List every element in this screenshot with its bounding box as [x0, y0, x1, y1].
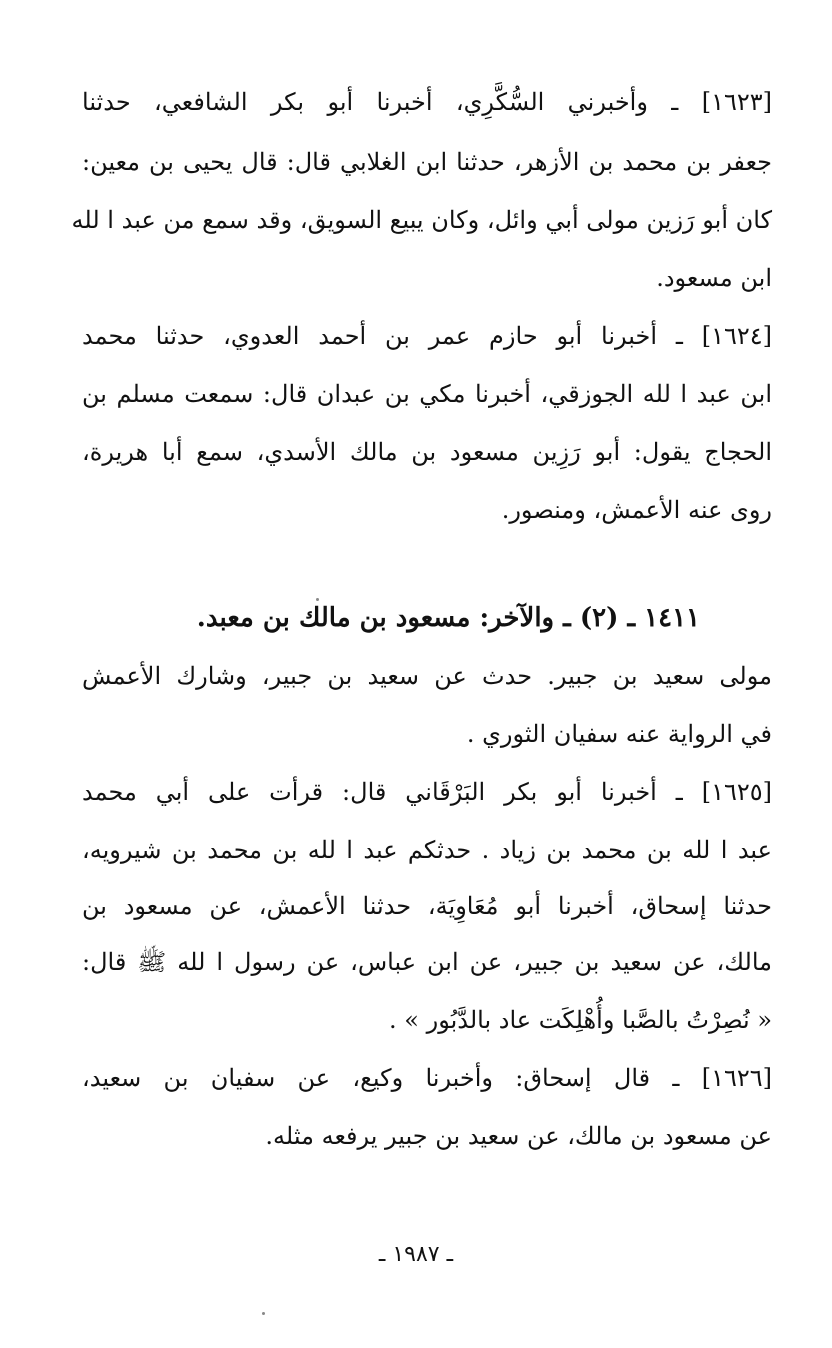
entry-1625-line-4: مالك، عن سعيد بن جبير، عن ابن عباس، عن رسول ا لله ﷺ قال:	[82, 948, 772, 976]
entry-1626-line-1: [١٦٢٦] ـ قال إسحاق: وأخبرنا وكيع، عن سفيان بن سعيد،	[82, 1064, 772, 1092]
entry-1624-line-4: روى عنه الأعمش، ومنصور.	[501, 496, 772, 524]
entry-1623-line-4: ابن مسعود.	[656, 264, 772, 292]
entry-1625-line-1: [١٦٢٥] ـ أخبرنا أبو بكر البَرْقَاني قال: قرأت على أبي محمد	[82, 778, 772, 806]
entry-1623-line-2: جعفر بن محمد بن الأزهر، حدثنا ابن الغلابي قال: قال يحيى بن معين:	[82, 148, 772, 176]
entry-1624-line-1: [١٦٢٤] ـ أخبرنا أبو حازم عمر بن أحمد العدوي، حدثنا محمد	[82, 322, 772, 350]
entry-1624-line-3: الحجاج يقول: أبو رَزِين مسعود بن مالك الأسدي، سمع أبا هريرة،	[82, 438, 772, 466]
scan-speck	[262, 1312, 265, 1315]
entry-1625-line-3: حدثنا إسحاق، أخبرنا أبو مُعَاوِيَة، حدثنا الأعمش، عن مسعود بن	[82, 892, 772, 920]
scan-speck	[316, 598, 319, 601]
page-number: ـ ١٩٨٧ ـ	[378, 1242, 454, 1267]
entry-1625-line-2: عبد ا لله بن محمد بن زياد . حدثكم عبد ا لله بن محمد بن شيرويه،	[82, 836, 772, 864]
section-intro-line-2: في الرواية عنه سفيان الثوري .	[466, 720, 772, 748]
entry-1623-line-1: [١٦٢٣] ـ وأخبرني السُّكَّرِي، أخبرنا أبو بكر الشافعي، حدثنا	[82, 88, 772, 116]
section-heading: ١٤١١ ـ (٢) ـ والآخر: مسعود بن مالك بن معبد.	[196, 603, 700, 633]
section-intro-line-1: مولى سعيد بن جبير. حدث عن سعيد بن جبير، وشارك الأعمش	[82, 662, 772, 690]
entry-1623-line-3: كان أبو رَزين مولى أبي وائل، وكان يبيع السويق، وقد سمع من عبد ا لله	[71, 206, 772, 234]
entry-1624-line-2: ابن عبد ا لله الجوزقي، أخبرنا مكي بن عبدان قال: سمعت مسلم بن	[82, 380, 772, 408]
entry-1626-line-2: عن مسعود بن مالك، عن سعيد بن جبير يرفعه مثله.	[265, 1122, 772, 1150]
entry-1625-line-5: « نُصِرْتُ بالصَّبا وأُهْلِكَت عاد بالدَّبُور » .	[389, 1006, 772, 1034]
